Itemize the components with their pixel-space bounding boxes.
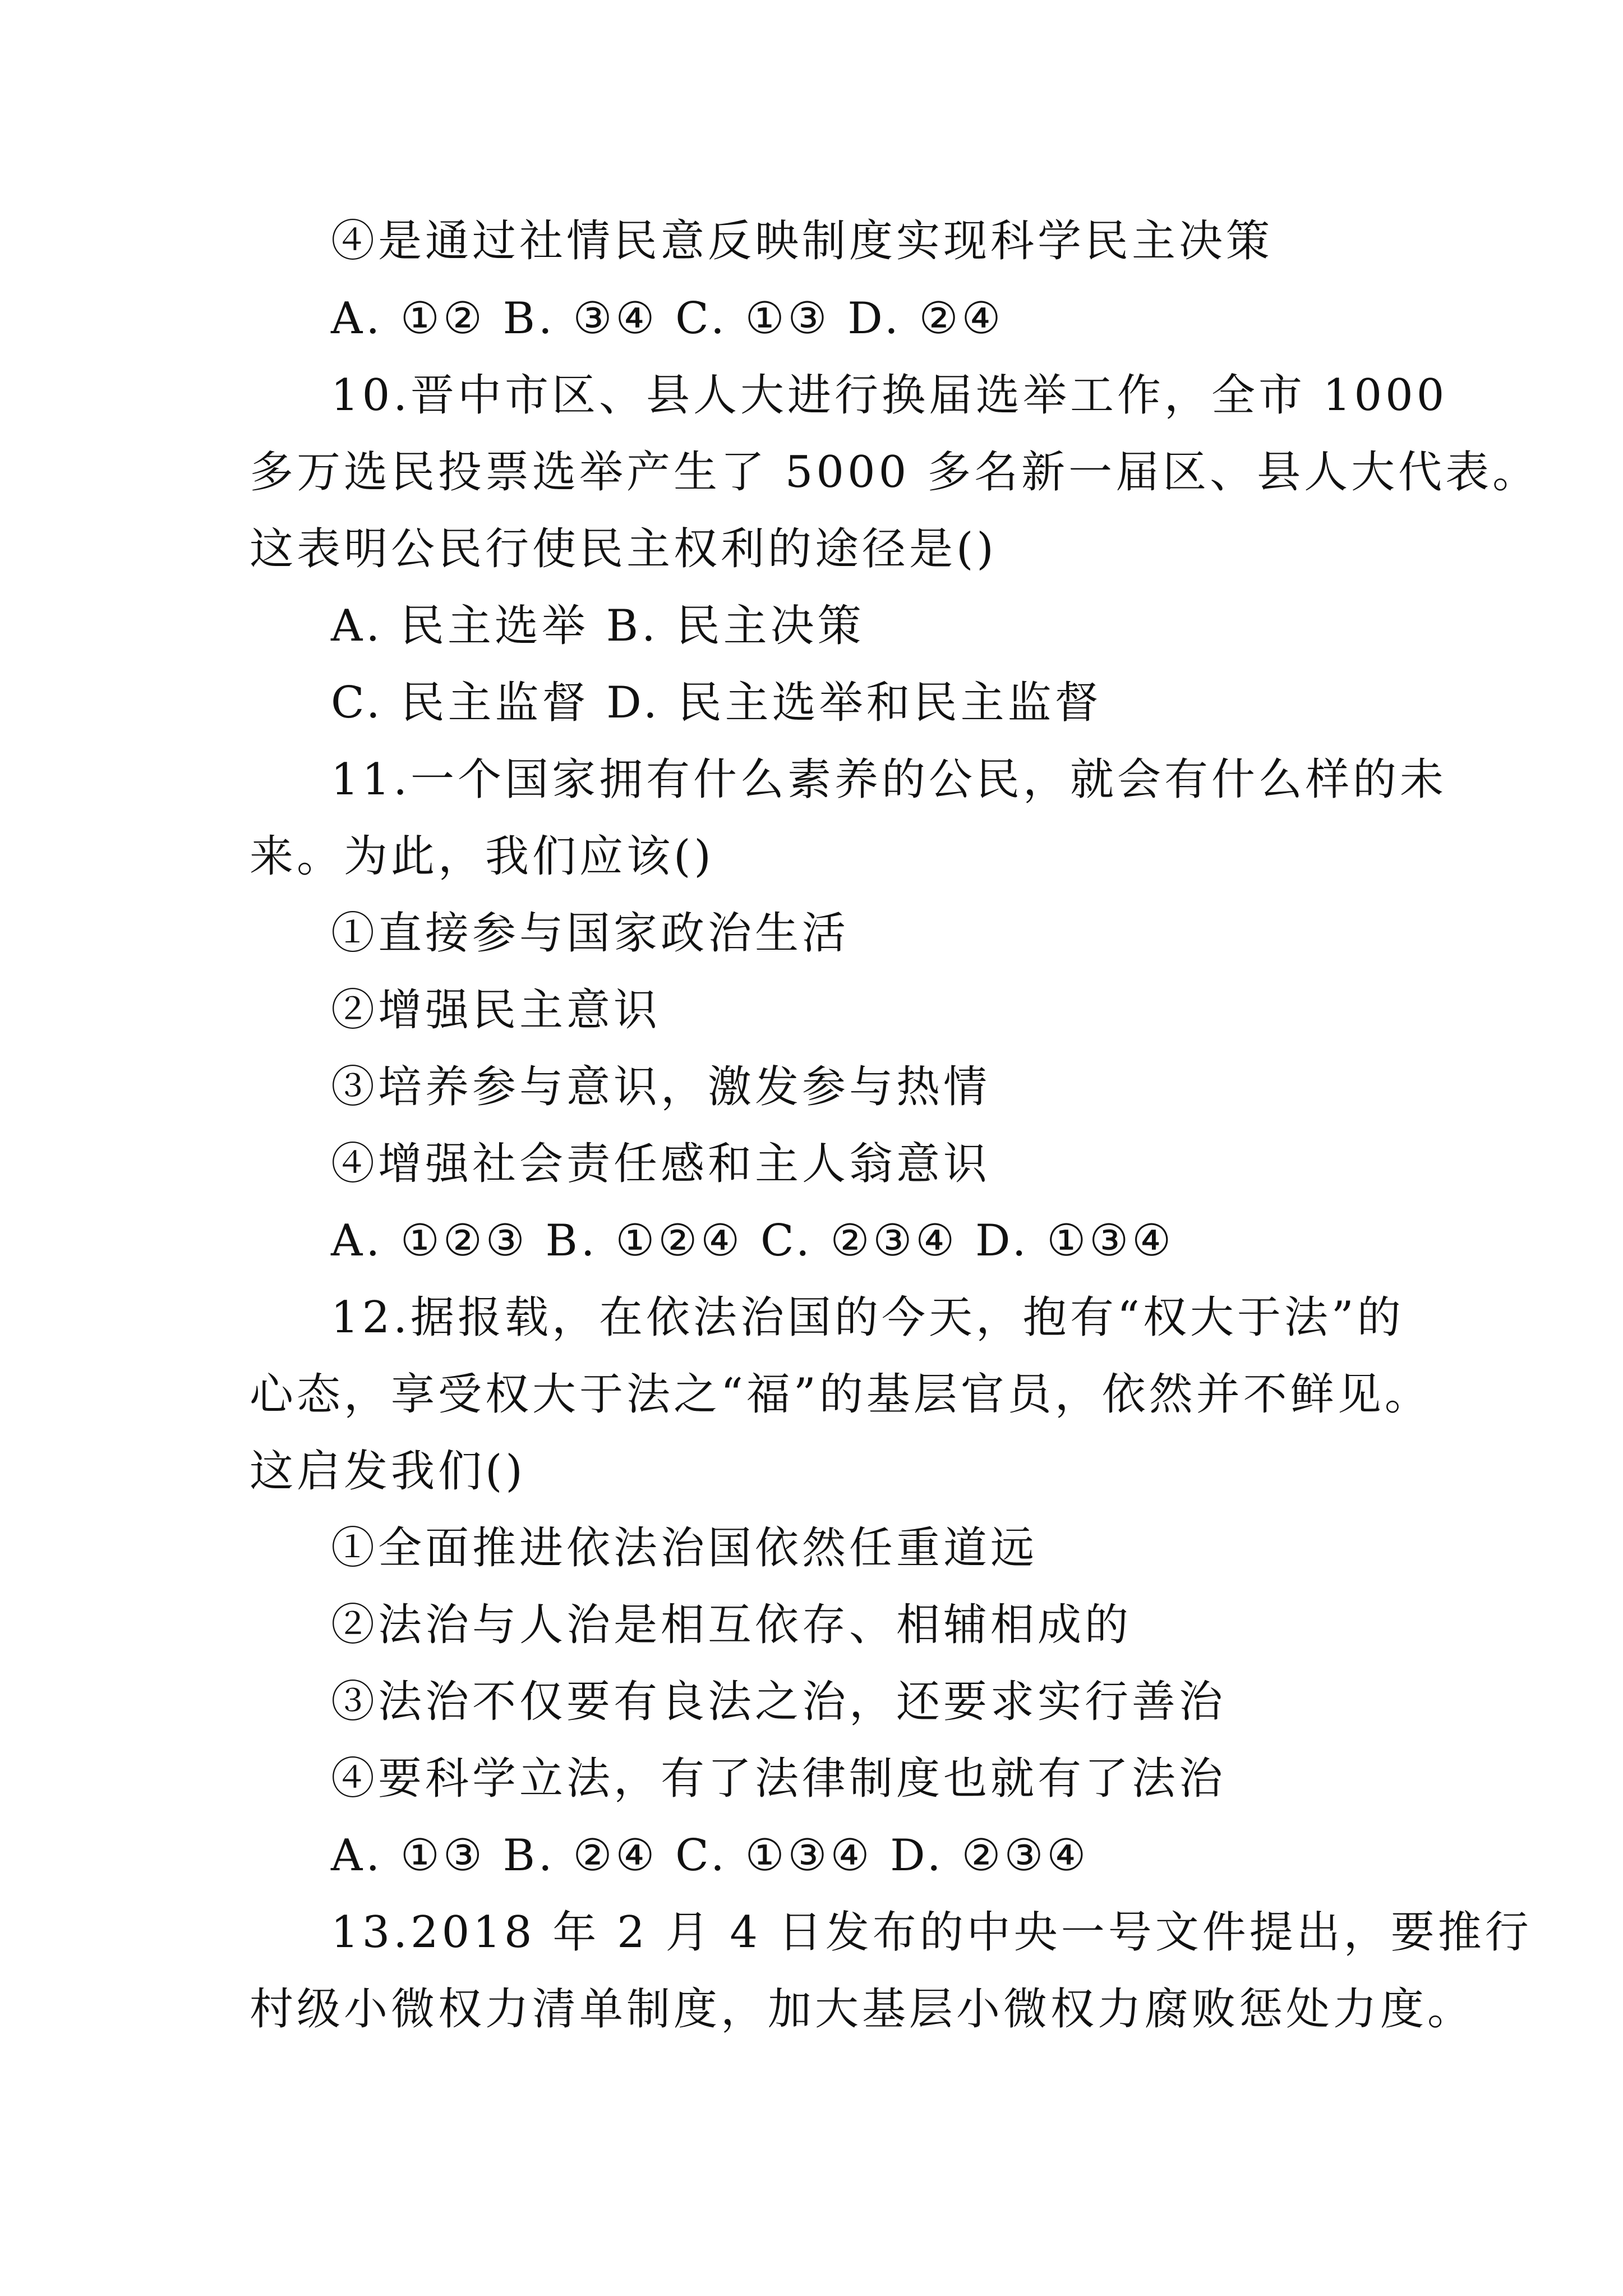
question-13-line-2: 村级小微权力清单制度，加大基层小微权力腐败惩处力度。 <box>250 1984 1475 2035</box>
option-line-q11-3: ③培养参与意识，激发参与热情 <box>331 1062 991 1112</box>
option-line-q11-4: ④增强社会责任感和主人翁意识 <box>331 1139 991 1189</box>
answer-choices-q10-ab: A. 民主选举 B. 民主决策 <box>331 601 865 651</box>
question-11-line-1: 11.一个国家拥有什么素养的公民，就会有什么样的未 <box>331 754 1447 805</box>
question-13-line-1: 13.2018 年 2 月 4 日发布的中央一号文件提出，要推行 <box>331 1907 1532 1958</box>
question-12-line-2: 心态，享受权大于法之“福”的基层官员，依然并不鲜见。 <box>250 1369 1432 1420</box>
answer-choices-q9: A. ①② B. ③④ C. ①③ D. ②④ <box>331 293 1004 344</box>
question-10-line-3: 这表明公民行使民主权利的途径是() <box>250 524 997 574</box>
question-12-line-3: 这启发我们() <box>250 1446 526 1497</box>
answer-choices-q11: A. ①②③ B. ①②④ C. ②③④ D. ①③④ <box>331 1216 1175 1266</box>
option-line-q9-4: ④是通过社情民意反映制度实现科学民主决策 <box>331 216 1274 266</box>
option-line-q12-1: ①全面推进依法治国依然任重道远 <box>331 1523 1038 1573</box>
question-11-line-2: 来。为此，我们应该() <box>250 831 714 882</box>
option-line-q11-1: ①直接参与国家政治生活 <box>331 908 850 959</box>
question-10-line-2: 多万选民投票选举产生了 5000 多名新一届区、县人大代表。 <box>250 447 1540 498</box>
question-10-line-1: 10.晋中市区、县人大进行换届选举工作，全市 1000 <box>331 370 1448 421</box>
option-line-q12-4: ④要科学立法，有了法律制度也就有了法治 <box>331 1754 1227 1804</box>
option-line-q11-2: ②增强民主意识 <box>331 985 661 1036</box>
answer-choices-q10-cd: C. 民主监督 D. 民主选举和民主监督 <box>331 678 1102 728</box>
question-12-line-1: 12.据报载，在依法治国的今天，抱有“权大于法”的 <box>331 1292 1404 1343</box>
answer-choices-q12: A. ①③ B. ②④ C. ①③④ D. ②③④ <box>331 1830 1090 1881</box>
option-line-q12-2: ②法治与人治是相互依存、相辅相成的 <box>331 1600 1132 1650</box>
option-line-q12-3: ③法治不仅要有良法之治，还要求实行善治 <box>331 1677 1227 1727</box>
